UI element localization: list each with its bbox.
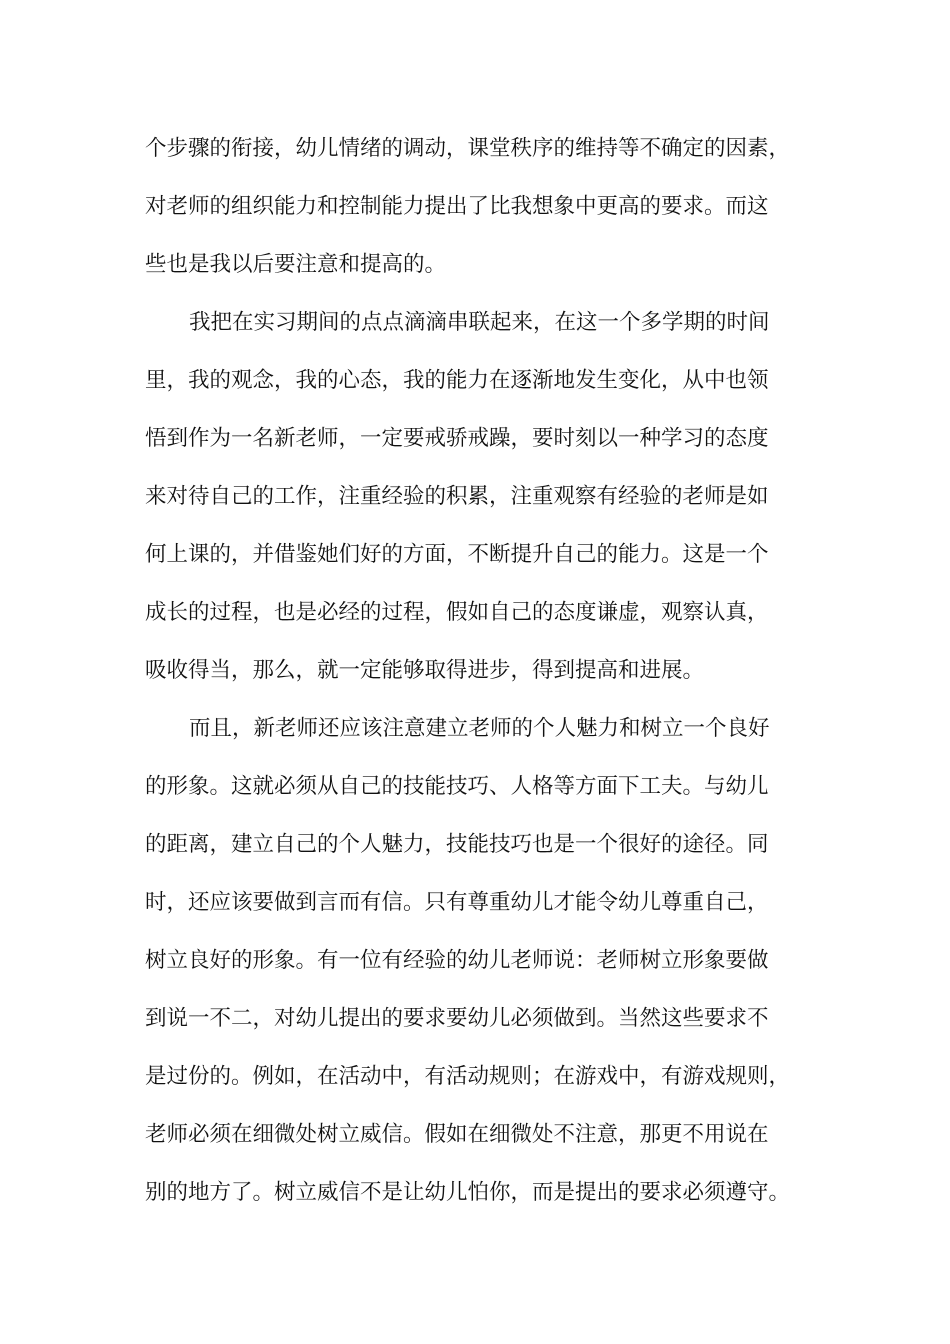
text-line: 里，我的观念，我的心态，我的能力在逐渐地发生变化，从中也领 — [145, 368, 769, 393]
text-line: 的距离，建立自己的个人魅力，技能技巧也是一个很好的途径。同 — [145, 832, 769, 857]
text-line: 些也是我以后要注意和提高的。 — [145, 252, 447, 277]
text-line: 老师必须在细微处树立威信。假如在细微处不注意，那更不用说在 — [145, 1122, 769, 1147]
text-line: 别的地方了。树立威信不是让幼儿怕你，而是提出的要求必须遵守。 — [145, 1180, 791, 1205]
text-line: 来对待自己的工作，注重经验的积累，注重观察有经验的老师是如 — [145, 484, 769, 509]
text-line: 何上课的，并借鉴她们好的方面，不断提升自己的能力。这是一个 — [145, 542, 769, 567]
text-line: 成长的过程，也是必经的过程，假如自己的态度谦虚，观察认真， — [145, 600, 769, 625]
text-line: 个步骤的衔接，幼儿情绪的调动，课堂秩序的维持等不确定的因素， — [145, 136, 791, 161]
paragraph-first-line: 我把在实习期间的点点滴滴串联起来，在这一个多学期的时间 — [189, 310, 770, 335]
text-line: 的形象。这就必须从自己的技能技巧、人格等方面下工夫。与幼儿 — [145, 774, 769, 799]
text-line: 树立良好的形象。有一位有经验的幼儿老师说：老师树立形象要做 — [145, 948, 769, 973]
text-line: 对老师的组织能力和控制能力提出了比我想象中更高的要求。而这 — [145, 194, 769, 219]
text-line: 到说一不二，对幼儿提出的要求要幼儿必须做到。当然这些要求不 — [145, 1006, 769, 1031]
text-line: 是过份的。例如，在活动中，有活动规则；在游戏中，有游戏规则， — [145, 1064, 791, 1089]
paragraph-first-line: 而且，新老师还应该注意建立老师的个人魅力和树立一个良好 — [189, 716, 770, 741]
text-line: 悟到作为一名新老师，一定要戒骄戒躁，要时刻以一种学习的态度 — [145, 426, 769, 451]
text-line: 吸收得当，那么，就一定能够取得进步，得到提高和进展。 — [145, 658, 705, 683]
text-line: 时，还应该要做到言而有信。只有尊重幼儿才能令幼儿尊重自己， — [145, 890, 769, 915]
